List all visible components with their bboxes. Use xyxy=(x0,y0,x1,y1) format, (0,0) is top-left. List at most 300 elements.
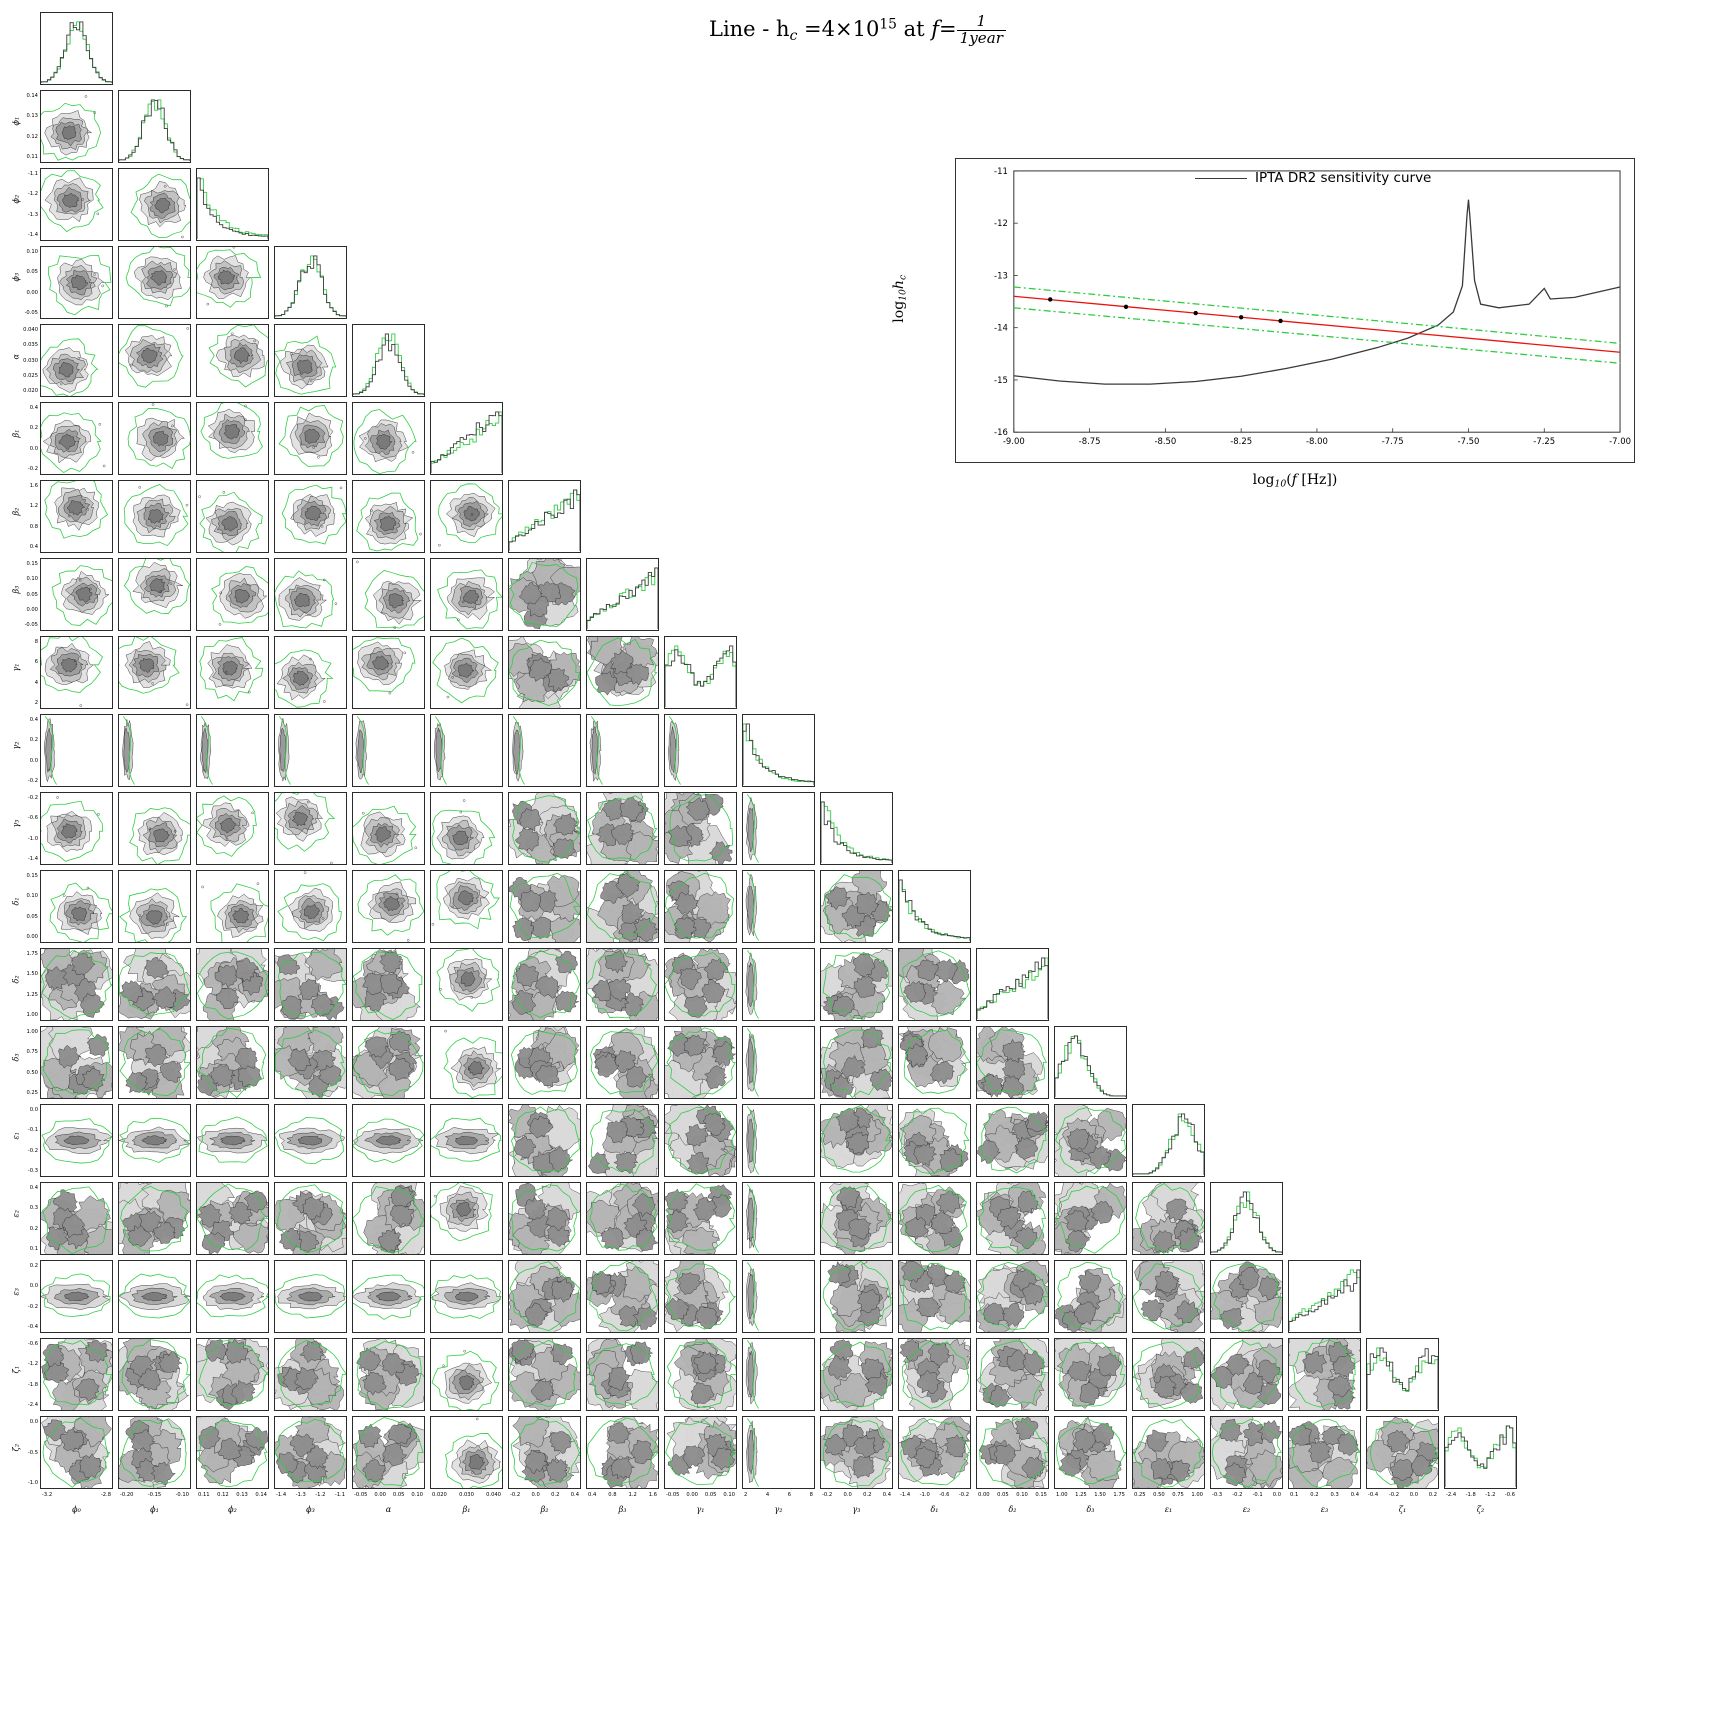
corner-contour-17-7 xyxy=(586,1338,659,1411)
corner-contour-7-1 xyxy=(118,558,191,631)
corner-y-ticklabels-8 xyxy=(18,639,38,706)
corner-contour-16-12 xyxy=(976,1260,1049,1333)
corner-x-ticklabels-8 xyxy=(666,1492,735,1498)
corner-diagonal-histogram-17 xyxy=(1366,1338,1439,1411)
corner-contour-5-3 xyxy=(274,402,347,475)
tick-label: 4 xyxy=(765,1492,770,1498)
corner-diagonal-histogram-12 xyxy=(976,948,1049,1021)
corner-contour-12-5 xyxy=(430,948,503,1021)
corner-contour-11-8 xyxy=(664,870,737,943)
corner-contour-14-5 xyxy=(430,1104,503,1177)
corner-contour-18-1 xyxy=(118,1416,191,1489)
corner-contour-5-4 xyxy=(352,402,425,475)
corner-contour-17-5 xyxy=(430,1338,503,1411)
corner-contour-18-8 xyxy=(664,1416,737,1489)
corner-contour-18-3 xyxy=(274,1416,347,1489)
corner-contour-10-3 xyxy=(274,792,347,865)
corner-x-ticklabels-0 xyxy=(42,1492,111,1498)
svg-text:-11: -11 xyxy=(994,165,1008,176)
tick-label: 0.14 xyxy=(255,1492,267,1498)
corner-contour-18-0 xyxy=(40,1416,113,1489)
svg-text:-15: -15 xyxy=(994,374,1008,385)
corner-diagonal-histogram-0 xyxy=(40,12,113,85)
corner-contour-16-6 xyxy=(508,1260,581,1333)
tick-label: 0.4 xyxy=(29,1185,38,1191)
tick-label: 0.25 xyxy=(1134,1492,1146,1498)
corner-contour-7-4 xyxy=(352,558,425,631)
corner-contour-18-14 xyxy=(1132,1416,1205,1489)
corner-x-ticklabels-12 xyxy=(978,1492,1047,1498)
corner-x-ticklabels-6 xyxy=(510,1492,579,1498)
tick-label: -0.05 xyxy=(666,1492,680,1498)
tick-label: 0.040 xyxy=(486,1492,501,1498)
corner-x-axis-label-4: α xyxy=(385,1505,392,1514)
corner-diagonal-histogram-15 xyxy=(1210,1182,1283,1255)
corner-contour-13-3 xyxy=(274,1026,347,1099)
tick-label: -1.2 xyxy=(315,1492,326,1498)
tick-label: 0.75 xyxy=(26,1049,38,1056)
ylabel-sub10: 10 xyxy=(897,289,909,301)
corner-contour-15-10 xyxy=(820,1182,893,1255)
corner-contour-11-6 xyxy=(508,870,581,943)
tick-label: -0.2 xyxy=(958,1492,969,1498)
corner-contour-12-3 xyxy=(274,948,347,1021)
corner-contour-7-2 xyxy=(196,558,269,631)
corner-x-axis-label-10: γ₃ xyxy=(852,1505,861,1514)
corner-x-ticklabels-7 xyxy=(588,1492,657,1498)
tick-label: 0.4 xyxy=(882,1492,891,1498)
tick-label: 1.00 xyxy=(26,1011,38,1018)
corner-diagonal-histogram-18 xyxy=(1444,1416,1517,1489)
tick-label: 0.05 xyxy=(26,269,38,276)
corner-contour-6-2 xyxy=(196,480,269,553)
corner-contour-15-2 xyxy=(196,1182,269,1255)
corner-x-ticklabels-4 xyxy=(354,1492,423,1498)
svg-text:-8.75: -8.75 xyxy=(1078,436,1101,447)
corner-contour-11-2 xyxy=(196,870,269,943)
tick-label: -0.6 xyxy=(1504,1492,1515,1498)
corner-x-ticklabels-15 xyxy=(1212,1492,1281,1498)
corner-x-ticklabels-17 xyxy=(1368,1492,1437,1498)
tick-label: -1.2 xyxy=(27,1361,38,1368)
tick-label: 0.4 xyxy=(29,405,38,411)
corner-x-axis-label-6: β₂ xyxy=(540,1505,549,1514)
fraction-numerator: 1 xyxy=(957,14,1006,31)
tick-label: -1.3 xyxy=(295,1492,306,1498)
tick-label: -1.1 xyxy=(27,171,38,177)
corner-contour-4-0 xyxy=(40,324,113,397)
svg-text:-7.75: -7.75 xyxy=(1381,436,1404,447)
corner-x-ticklabels-10 xyxy=(822,1492,891,1498)
corner-contour-18-10 xyxy=(820,1416,893,1489)
tick-label: -0.6 xyxy=(27,815,38,822)
svg-text:-8.25: -8.25 xyxy=(1230,436,1253,447)
corner-contour-13-7 xyxy=(586,1026,659,1099)
corner-contour-15-8 xyxy=(664,1182,737,1255)
corner-x-axis-label-14: ε₁ xyxy=(1164,1505,1173,1514)
corner-x-ticklabels-13 xyxy=(1056,1492,1125,1498)
corner-contour-17-4 xyxy=(352,1338,425,1411)
xlabel-sub10: 10 xyxy=(1274,478,1287,490)
inset-svg xyxy=(956,159,1634,462)
tick-label: 0.4 xyxy=(588,1492,597,1498)
corner-contour-4-2 xyxy=(196,324,269,397)
corner-y-ticklabels-7 xyxy=(18,561,38,628)
tick-label: 0.10 xyxy=(723,1492,735,1498)
tick-label: 8 xyxy=(809,1492,813,1498)
xlabel-f: f xyxy=(1291,472,1297,488)
tick-label: 1.50 xyxy=(26,971,38,978)
tick-label: -0.05 xyxy=(354,1492,368,1498)
corner-contour-17-2 xyxy=(196,1338,269,1411)
tick-label: 1.00 xyxy=(1191,1492,1203,1498)
corner-contour-16-13 xyxy=(1054,1260,1127,1333)
corner-contour-13-1 xyxy=(118,1026,191,1099)
corner-contour-9-5 xyxy=(430,714,503,787)
corner-contour-6-1 xyxy=(118,480,191,553)
corner-y-ticklabels-10 xyxy=(18,795,38,862)
title-eq2: = xyxy=(939,16,957,41)
corner-contour-8-2 xyxy=(196,636,269,709)
corner-contour-10-8 xyxy=(664,792,737,865)
tick-label: 1.6 xyxy=(648,1492,657,1498)
corner-x-axis-label-9: γ₂ xyxy=(774,1505,783,1514)
corner-contour-11-9 xyxy=(742,870,815,943)
tick-label: 0.030 xyxy=(23,357,38,364)
svg-text:-14: -14 xyxy=(994,322,1008,333)
svg-text:-9.00: -9.00 xyxy=(1002,436,1025,447)
tick-label: 0.030 xyxy=(459,1492,474,1498)
tick-label: 0.1 xyxy=(1290,1492,1299,1498)
corner-contour-17-10 xyxy=(820,1338,893,1411)
corner-x-ticklabels-3 xyxy=(276,1492,345,1498)
corner-y-ticklabels-17 xyxy=(18,1341,38,1408)
tick-label: 1.6 xyxy=(29,483,38,489)
svg-text:-16: -16 xyxy=(994,427,1008,438)
corner-contour-5-1 xyxy=(118,402,191,475)
tick-label: -0.1 xyxy=(27,1127,38,1134)
tick-label: 0.50 xyxy=(1153,1492,1165,1498)
tick-label: -0.2 xyxy=(1232,1492,1243,1498)
tick-label: -2.4 xyxy=(27,1401,38,1408)
corner-contour-15-14 xyxy=(1132,1182,1205,1255)
corner-contour-9-6 xyxy=(508,714,581,787)
tick-label: 0.2 xyxy=(29,425,38,432)
tick-label: 0.14 xyxy=(26,93,38,99)
corner-diagonal-histogram-14 xyxy=(1132,1104,1205,1177)
corner-contour-9-7 xyxy=(586,714,659,787)
corner-contour-13-10 xyxy=(820,1026,893,1099)
tick-label: 4 xyxy=(34,679,38,686)
tick-label: -1.0 xyxy=(27,835,38,842)
tick-label: 0.50 xyxy=(26,1069,38,1076)
corner-contour-16-8 xyxy=(664,1260,737,1333)
corner-diagonal-histogram-8 xyxy=(664,636,737,709)
corner-contour-12-4 xyxy=(352,948,425,1021)
corner-x-ticklabels-5 xyxy=(432,1492,501,1498)
tick-label: 0.10 xyxy=(26,893,38,900)
tick-label: 0.25 xyxy=(26,1089,38,1096)
xlabel-unit: [Hz] xyxy=(1301,472,1332,488)
tick-label: -0.2 xyxy=(27,777,38,784)
tick-label: 0.12 xyxy=(217,1492,229,1498)
tick-label: 0.4 xyxy=(29,717,38,723)
corner-contour-18-2 xyxy=(196,1416,269,1489)
corner-diagonal-histogram-6 xyxy=(508,480,581,553)
tick-label: -0.4 xyxy=(1368,1492,1379,1498)
corner-diagonal-histogram-16 xyxy=(1288,1260,1361,1333)
corner-contour-2-1 xyxy=(118,168,191,241)
tick-label: -1.4 xyxy=(27,855,38,862)
corner-y-ticklabels-13 xyxy=(18,1029,38,1096)
title-prefix: Line - h xyxy=(709,16,790,41)
tick-label: 0.0 xyxy=(29,1419,38,1425)
corner-diagonal-histogram-3 xyxy=(274,246,347,319)
tick-label: -0.1 xyxy=(1252,1492,1263,1498)
corner-contour-15-4 xyxy=(352,1182,425,1255)
corner-x-ticklabels-14 xyxy=(1134,1492,1203,1498)
corner-contour-14-8 xyxy=(664,1104,737,1177)
tick-label: 0.8 xyxy=(29,523,38,530)
page-title xyxy=(0,14,1715,47)
tick-label: -0.2 xyxy=(27,1147,38,1154)
tick-label: 0.05 xyxy=(26,913,38,920)
corner-contour-15-6 xyxy=(508,1182,581,1255)
corner-x-axis-label-16: ε₃ xyxy=(1320,1505,1329,1514)
corner-x-ticklabels-11 xyxy=(900,1492,969,1498)
legend-sample-line xyxy=(1195,178,1247,179)
corner-contour-13-8 xyxy=(664,1026,737,1099)
corner-contour-17-12 xyxy=(976,1338,1049,1411)
tick-label: -1.8 xyxy=(1465,1492,1476,1498)
corner-contour-2-0 xyxy=(40,168,113,241)
corner-contour-18-11 xyxy=(898,1416,971,1489)
tick-label: 0.2 xyxy=(551,1492,560,1498)
tick-label: 0.15 xyxy=(26,561,38,567)
tick-label: 0.05 xyxy=(997,1492,1009,1498)
corner-contour-8-1 xyxy=(118,636,191,709)
corner-contour-10-1 xyxy=(118,792,191,865)
svg-text:-8.00: -8.00 xyxy=(1305,436,1328,447)
corner-contour-12-6 xyxy=(508,948,581,1021)
corner-contour-11-5 xyxy=(430,870,503,943)
corner-contour-18-15 xyxy=(1210,1416,1283,1489)
corner-x-axis-label-0: ϕ₀ xyxy=(72,1505,81,1514)
corner-contour-14-4 xyxy=(352,1104,425,1177)
svg-text:-7.00: -7.00 xyxy=(1609,436,1631,447)
tick-label: 0.4 xyxy=(570,1492,579,1498)
corner-contour-15-11 xyxy=(898,1182,971,1255)
corner-contour-11-0 xyxy=(40,870,113,943)
tick-label: -0.6 xyxy=(27,1341,38,1347)
tick-label: 0.00 xyxy=(686,1492,698,1498)
tick-label: 0.11 xyxy=(26,153,38,160)
tick-label: 0.75 xyxy=(1172,1492,1184,1498)
corner-contour-8-3 xyxy=(274,636,347,709)
corner-contour-10-5 xyxy=(430,792,503,865)
tick-label: 0.0 xyxy=(29,757,38,764)
corner-contour-7-3 xyxy=(274,558,347,631)
tick-label: 0.00 xyxy=(26,606,38,613)
ylabel-hsub: c xyxy=(897,274,909,281)
corner-contour-15-3 xyxy=(274,1182,347,1255)
inset-x-axis-label: $\log_{10}(f$ [Hz]) xyxy=(1252,472,1338,490)
corner-contour-12-9 xyxy=(742,948,815,1021)
corner-contour-15-12 xyxy=(976,1182,1049,1255)
tick-label: 0.0 xyxy=(29,1107,38,1113)
corner-contour-18-17 xyxy=(1366,1416,1439,1489)
title-exponent: 15 xyxy=(879,16,897,33)
corner-contour-9-8 xyxy=(664,714,737,787)
corner-y-ticklabels-9 xyxy=(18,717,38,784)
corner-contour-12-7 xyxy=(586,948,659,1021)
tick-label: 0.00 xyxy=(26,933,38,940)
corner-contour-11-7 xyxy=(586,870,659,943)
tick-label: 0.05 xyxy=(392,1492,405,1498)
corner-diagonal-histogram-4 xyxy=(352,324,425,397)
corner-contour-11-3 xyxy=(274,870,347,943)
tick-label: -0.3 xyxy=(27,1167,38,1174)
tick-label: 0.2 xyxy=(1428,1492,1437,1498)
corner-contour-17-8 xyxy=(664,1338,737,1411)
tick-label: -0.05 xyxy=(24,309,38,316)
corner-contour-10-9 xyxy=(742,792,815,865)
tick-label: -1.4 xyxy=(900,1492,911,1498)
corner-x-ticklabels-18 xyxy=(1446,1492,1515,1498)
tick-label: 0.0 xyxy=(29,1283,38,1290)
corner-y-ticklabels-3 xyxy=(18,249,38,316)
corner-contour-9-4 xyxy=(352,714,425,787)
corner-x-axis-label-18: ζ₂ xyxy=(1476,1505,1485,1514)
corner-contour-15-7 xyxy=(586,1182,659,1255)
svg-text:-13: -13 xyxy=(994,270,1008,281)
svg-text:-7.50: -7.50 xyxy=(1457,436,1480,447)
corner-contour-17-9 xyxy=(742,1338,815,1411)
corner-diagonal-histogram-5 xyxy=(430,402,503,475)
corner-x-axis-label-11: δ₁ xyxy=(930,1505,939,1514)
corner-contour-6-3 xyxy=(274,480,347,553)
tick-label: 0.0 xyxy=(843,1492,852,1498)
corner-x-axis-label-5: β₁ xyxy=(462,1505,471,1514)
corner-contour-6-5 xyxy=(430,480,503,553)
corner-contour-17-6 xyxy=(508,1338,581,1411)
tick-label: 0.13 xyxy=(236,1492,248,1498)
corner-x-axis-label-17: ζ₁ xyxy=(1398,1505,1407,1514)
corner-contour-18-7 xyxy=(586,1416,659,1489)
tick-label: 0.2 xyxy=(29,737,38,744)
tick-label: 0.020 xyxy=(432,1492,447,1498)
tick-label: 0.025 xyxy=(23,372,38,379)
title-sub-c: c xyxy=(789,27,798,44)
corner-contour-3-2 xyxy=(196,246,269,319)
corner-x-axis-label-15: ε₂ xyxy=(1242,1505,1251,1514)
corner-contour-15-5 xyxy=(430,1182,503,1255)
corner-contour-10-7 xyxy=(586,792,659,865)
corner-contour-18-6 xyxy=(508,1416,581,1489)
corner-x-axis-label-1: ϕ₁ xyxy=(150,1505,159,1514)
tick-label: -1.8 xyxy=(27,1381,38,1388)
tick-label: 0.2 xyxy=(29,1263,38,1269)
corner-x-axis-label-13: δ₃ xyxy=(1086,1505,1095,1514)
corner-y-ticklabels-1 xyxy=(18,93,38,160)
tick-label: 0.12 xyxy=(26,133,38,140)
corner-diagonal-histogram-2 xyxy=(196,168,269,241)
tick-label: -1.2 xyxy=(27,191,38,198)
corner-x-ticklabels-1 xyxy=(120,1492,189,1498)
corner-contour-12-0 xyxy=(40,948,113,1021)
tick-label: 0.05 xyxy=(26,591,38,598)
corner-contour-16-7 xyxy=(586,1260,659,1333)
title-fraction xyxy=(957,14,1006,47)
corner-y-ticklabels-4 xyxy=(18,327,38,394)
corner-contour-6-0 xyxy=(40,480,113,553)
tick-label: 0.10 xyxy=(411,1492,423,1498)
corner-contour-14-3 xyxy=(274,1104,347,1177)
corner-contour-10-6 xyxy=(508,792,581,865)
tick-label: 0.10 xyxy=(1016,1492,1028,1498)
tick-label: 0.00 xyxy=(374,1492,386,1498)
tick-label: 0.2 xyxy=(29,1225,38,1232)
tick-label: -0.05 xyxy=(24,622,38,628)
tick-label: 0.00 xyxy=(26,289,38,296)
corner-contour-9-3 xyxy=(274,714,347,787)
corner-x-ticklabels-2 xyxy=(198,1492,267,1498)
corner-contour-14-9 xyxy=(742,1104,815,1177)
corner-contour-8-5 xyxy=(430,636,503,709)
corner-diagonal-histogram-11 xyxy=(898,870,971,943)
corner-contour-6-4 xyxy=(352,480,425,553)
tick-label: -1.4 xyxy=(276,1492,287,1498)
corner-contour-7-5 xyxy=(430,558,503,631)
corner-contour-14-7 xyxy=(586,1104,659,1177)
tick-label: 6 xyxy=(34,659,38,666)
corner-x-axis-label-3: ϕ₃ xyxy=(306,1505,315,1514)
corner-contour-9-0 xyxy=(40,714,113,787)
corner-x-axis-label-8: γ₁ xyxy=(696,1505,705,1514)
xlabel-log: log xyxy=(1252,472,1275,488)
corner-contour-12-1 xyxy=(118,948,191,1021)
corner-contour-13-11 xyxy=(898,1026,971,1099)
title-eq: =4×10 xyxy=(797,16,880,41)
tick-label: 1.00 xyxy=(1056,1492,1068,1498)
tick-label: -0.6 xyxy=(939,1492,950,1498)
tick-label: 0.040 xyxy=(23,327,38,333)
tick-label: 1.2 xyxy=(628,1492,637,1498)
tick-label: -0.20 xyxy=(120,1492,134,1498)
tick-label: -1.2 xyxy=(1485,1492,1496,1498)
corner-contour-12-2 xyxy=(196,948,269,1021)
fraction-denominator: 1year xyxy=(959,28,1003,47)
corner-contour-14-2 xyxy=(196,1104,269,1177)
tick-label: 0.15 xyxy=(26,873,38,879)
corner-contour-16-3 xyxy=(274,1260,347,1333)
corner-contour-16-14 xyxy=(1132,1260,1205,1333)
tick-label: 0.10 xyxy=(26,576,38,583)
tick-label: 2 xyxy=(34,699,38,706)
tick-label: -0.4 xyxy=(27,1323,38,1330)
corner-contour-8-0 xyxy=(40,636,113,709)
corner-contour-4-1 xyxy=(118,324,191,397)
corner-contour-16-10 xyxy=(820,1260,893,1333)
inset-y-axis-label xyxy=(891,275,909,323)
tick-label: 0.3 xyxy=(1330,1492,1339,1498)
corner-contour-1-0 xyxy=(40,90,113,163)
corner-diagonal-histogram-7 xyxy=(586,558,659,631)
corner-contour-15-9 xyxy=(742,1182,815,1255)
corner-diagonal-histogram-1 xyxy=(118,90,191,163)
corner-contour-5-2 xyxy=(196,402,269,475)
tick-label: 0.0 xyxy=(531,1492,540,1498)
